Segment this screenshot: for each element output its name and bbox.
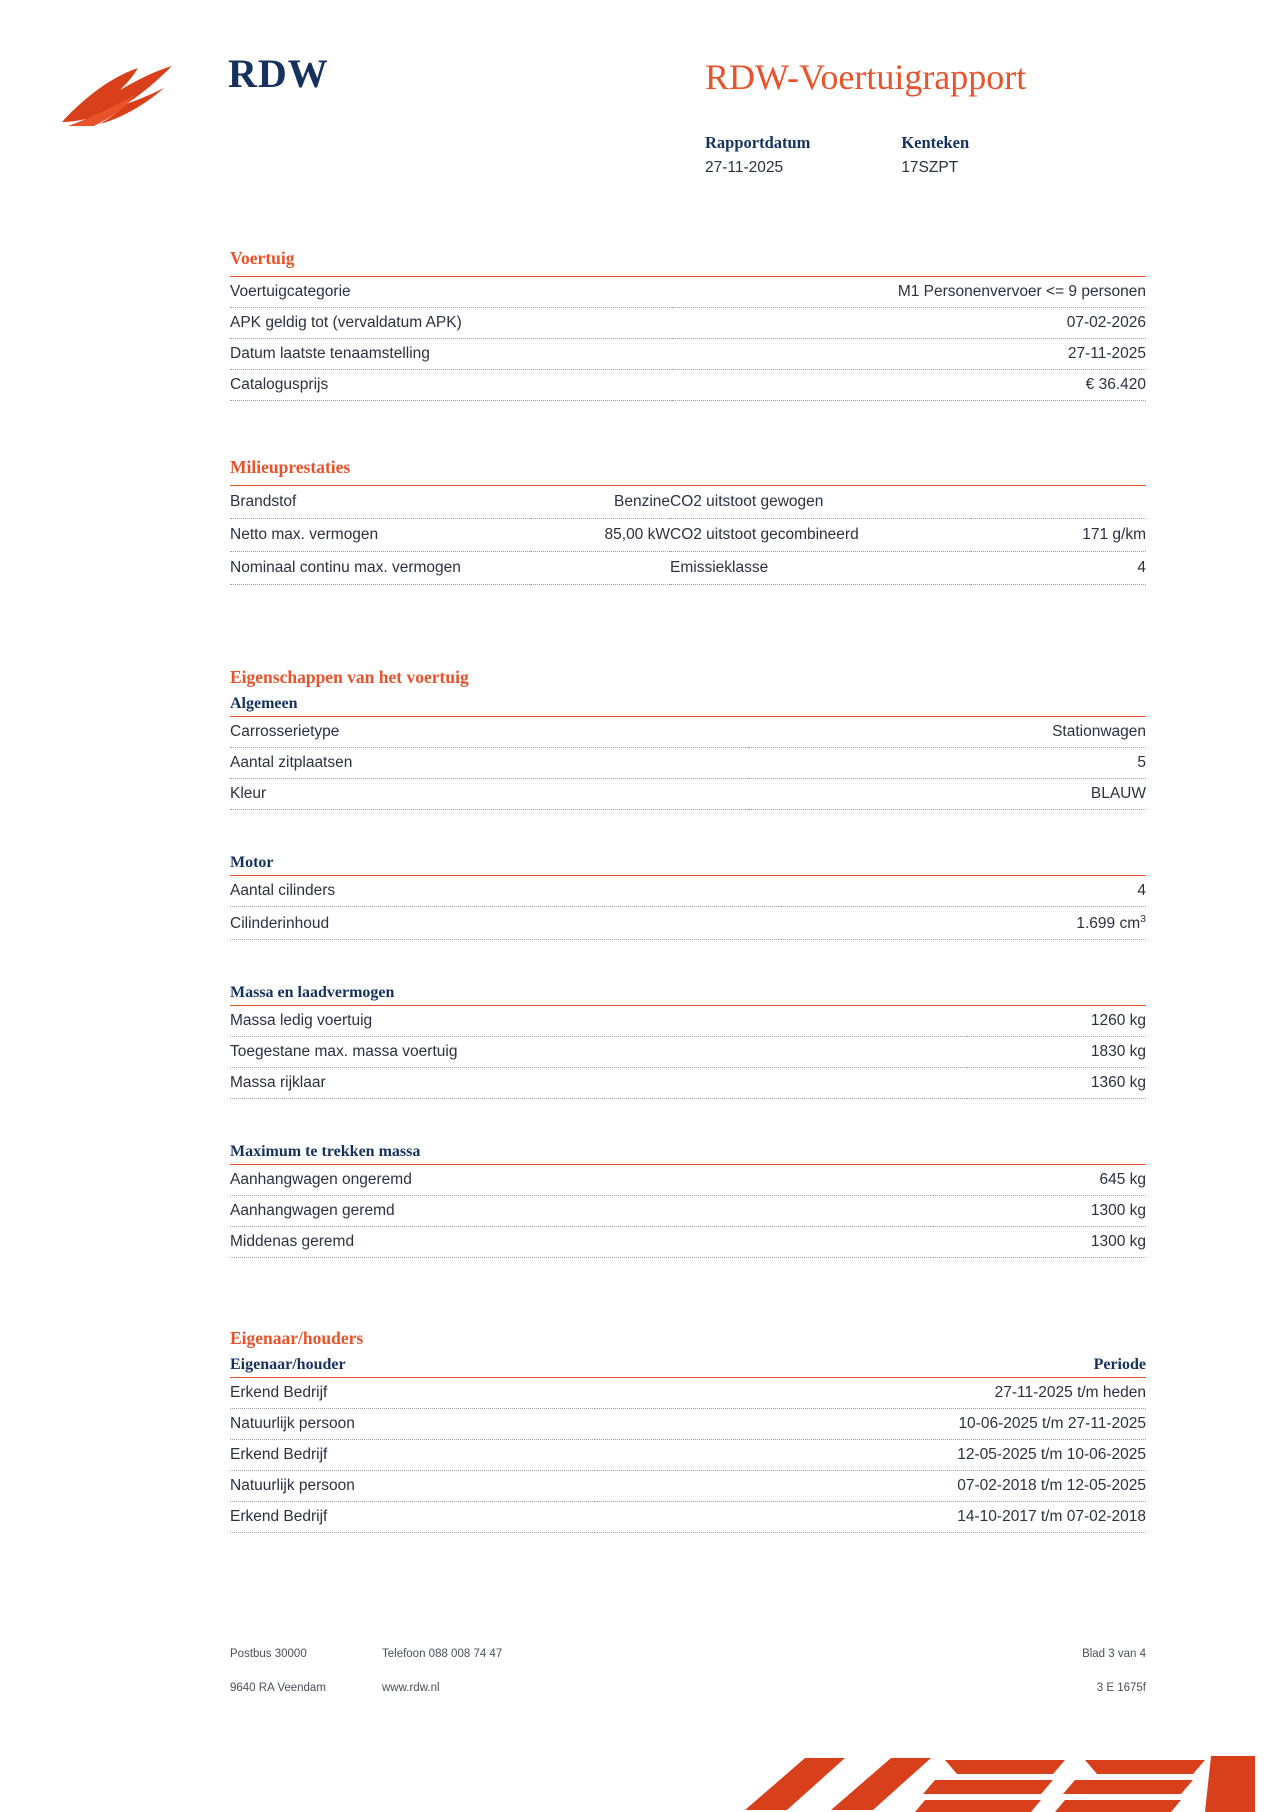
row-label: Aantal cilinders — [230, 876, 781, 907]
section-title-milieuprestaties: Milieuprestaties — [230, 457, 351, 477]
table-row — [230, 1502, 1146, 1533]
rdw-footer-graphic-icon — [735, 1740, 1255, 1812]
row-label-left: Nominaal continu max. vermogen — [230, 552, 530, 585]
footer-address: 9640 RA Veendam — [230, 1682, 326, 1694]
eigenaar-column-headers — [230, 1356, 1146, 1374]
footer-row — [230, 1648, 1146, 1660]
row-label: Massa rijklaar — [230, 1068, 967, 1099]
eigenaar-table — [230, 1377, 1146, 1533]
row-label: Aantal zitplaatsen — [230, 748, 748, 779]
column-header-eigenaar: Eigenaar/houder — [230, 1356, 346, 1374]
row-value-left: 85,00 kW — [530, 519, 670, 552]
row-value: Stationwagen — [748, 717, 1146, 748]
subsection-title-massa: Massa en laadvermogen — [230, 984, 395, 1002]
row-value-left: Benzine — [530, 486, 670, 519]
table-row — [230, 486, 1146, 519]
row-label: Datum laatste tenaamstelling — [230, 339, 672, 370]
footer-row — [230, 1682, 1146, 1694]
motor-table — [230, 875, 1146, 940]
row-value: 10-06-2025 t/m 27-11-2025 — [595, 1409, 1146, 1440]
footer-postbus: Postbus 30000 — [230, 1648, 307, 1660]
table-row — [230, 907, 1146, 940]
row-value: 27-11-2025 — [672, 339, 1146, 370]
table-row — [230, 876, 1146, 907]
table-row — [230, 1227, 1146, 1258]
spacer — [230, 958, 1146, 984]
document-header — [0, 0, 1280, 210]
subsection-title-motor: Motor — [230, 854, 274, 871]
row-label-left: Netto max. vermogen — [230, 519, 530, 552]
row-value: 1360 kg — [967, 1068, 1146, 1099]
algemeen-table — [230, 716, 1146, 810]
row-label: Erkend Bedrijf — [230, 1378, 595, 1409]
table-row — [230, 1006, 1146, 1037]
table-row — [230, 370, 1146, 401]
table-row — [230, 1440, 1146, 1471]
table-row — [230, 1409, 1146, 1440]
table-row — [230, 748, 1146, 779]
row-label: APK geldig tot (vervaldatum APK) — [230, 308, 672, 339]
row-label: Middenas geremd — [230, 1227, 933, 1258]
spacer — [230, 615, 1146, 667]
table-row — [230, 552, 1146, 585]
spacer — [230, 828, 1146, 854]
kenteken-label: Kenteken — [901, 133, 970, 152]
row-value-right: 4 — [970, 552, 1146, 585]
row-value — [781, 907, 1146, 940]
row-value: BLAUW — [748, 779, 1146, 810]
voertuig-table — [230, 276, 1146, 401]
row-label: Aanhangwagen geremd — [230, 1196, 933, 1227]
row-value-right — [970, 486, 1146, 519]
column-header-periode: Periode — [1093, 1356, 1146, 1374]
row-value: 4 — [781, 876, 1146, 907]
section-title-voertuig: Voertuig — [230, 248, 295, 268]
row-value: 1300 kg — [933, 1196, 1146, 1227]
row-value-left — [530, 552, 670, 585]
subsection-title-algemeen: Algemeen — [230, 695, 298, 712]
table-row — [230, 1471, 1146, 1502]
rdw-flag-icon — [60, 60, 190, 130]
row-value: 14-10-2017 t/m 07-02-2018 — [595, 1502, 1146, 1533]
milieu-table — [230, 485, 1146, 585]
section-milieuprestaties — [230, 457, 1146, 585]
row-label-right: Emissieklasse — [670, 552, 970, 585]
section-eigenschappen — [230, 667, 1146, 1258]
table-row — [230, 1165, 1146, 1196]
row-label: Cilinderinhoud — [230, 907, 781, 940]
row-label: Natuurlijk persoon — [230, 1409, 595, 1440]
subsection-motor — [230, 854, 1146, 940]
kenteken-block — [901, 133, 969, 177]
table-row — [230, 339, 1146, 370]
row-label: Catalogusprijs — [230, 370, 672, 401]
rdw-logo-text: RDW — [228, 51, 329, 96]
row-label: Erkend Bedrijf — [230, 1440, 595, 1471]
table-row — [230, 519, 1146, 552]
subsection-massa — [230, 984, 1146, 1099]
row-value: 5 — [748, 748, 1146, 779]
row-label: Voertuigcategorie — [230, 277, 672, 308]
table-row — [230, 308, 1146, 339]
footer-form-code: 3 E 1675f — [1096, 1682, 1146, 1694]
row-value: 07-02-2026 — [672, 308, 1146, 339]
table-row — [230, 717, 1146, 748]
row-value: M1 Personenvervoer <= 9 personen — [672, 277, 1146, 308]
section-title-eigenaar: Eigenaar/houders — [230, 1328, 364, 1349]
massa-table — [230, 1005, 1146, 1099]
report-meta — [705, 133, 969, 177]
row-value: 07-02-2018 t/m 12-05-2025 — [595, 1471, 1146, 1502]
document-body — [230, 248, 1146, 1563]
row-label-right: CO2 uitstoot gewogen — [670, 486, 970, 519]
row-label: Kleur — [230, 779, 748, 810]
row-label-left: Brandstof — [230, 486, 530, 519]
table-row — [230, 1037, 1146, 1068]
table-row — [230, 1196, 1146, 1227]
row-value-superscript: 3 — [1140, 913, 1146, 925]
subsection-title-trekken: Maximum te trekken massa — [230, 1143, 421, 1161]
row-label: Aanhangwagen ongeremd — [230, 1165, 933, 1196]
row-label-right: CO2 uitstoot gecombineerd — [670, 519, 970, 552]
trekken-table — [230, 1164, 1146, 1258]
row-value: € 36.420 — [672, 370, 1146, 401]
kenteken-value: 17SZPT — [901, 159, 959, 176]
row-label: Erkend Bedrijf — [230, 1502, 595, 1533]
subsection-algemeen — [230, 695, 1146, 810]
row-value: 1300 kg — [933, 1227, 1146, 1258]
spacer — [230, 431, 1146, 457]
row-label: Massa ledig voertuig — [230, 1006, 967, 1037]
rapportdatum-block — [705, 133, 897, 177]
row-value: 27-11-2025 t/m heden — [595, 1378, 1146, 1409]
table-row — [230, 277, 1146, 308]
spacer — [230, 1117, 1146, 1143]
row-value-right: 171 g/km — [970, 519, 1146, 552]
document-footer — [230, 1648, 1146, 1716]
row-label: Natuurlijk persoon — [230, 1471, 595, 1502]
rapportdatum-label: Rapportdatum — [705, 133, 811, 152]
report-title: RDW-Voertuigrapport — [705, 57, 1027, 97]
section-title-eigenschappen: Eigenschappen van het voertuig — [230, 667, 469, 687]
row-value-text: 1.699 cm — [1076, 915, 1141, 933]
table-row — [230, 1378, 1146, 1409]
table-row — [230, 1068, 1146, 1099]
row-value: 1260 kg — [967, 1006, 1146, 1037]
footer-website[interactable]: www.rdw.nl — [382, 1682, 440, 1694]
table-row — [230, 779, 1146, 810]
row-value: 645 kg — [933, 1165, 1146, 1196]
row-value: 1830 kg — [967, 1037, 1146, 1068]
footer-page-number: Blad 3 van 4 — [1082, 1648, 1146, 1660]
spacer — [230, 1276, 1146, 1328]
section-voertuig — [230, 248, 1146, 401]
footer-telefoon: Telefoon 088 008 74 47 — [382, 1648, 503, 1660]
section-eigenaar — [230, 1328, 1146, 1533]
rapportdatum-value: 27-11-2025 — [705, 159, 784, 176]
row-label: Toegestane max. massa voertuig — [230, 1037, 967, 1068]
row-value: 12-05-2025 t/m 10-06-2025 — [595, 1440, 1146, 1471]
subsection-trekken — [230, 1143, 1146, 1258]
row-label: Carrosserietype — [230, 717, 748, 748]
